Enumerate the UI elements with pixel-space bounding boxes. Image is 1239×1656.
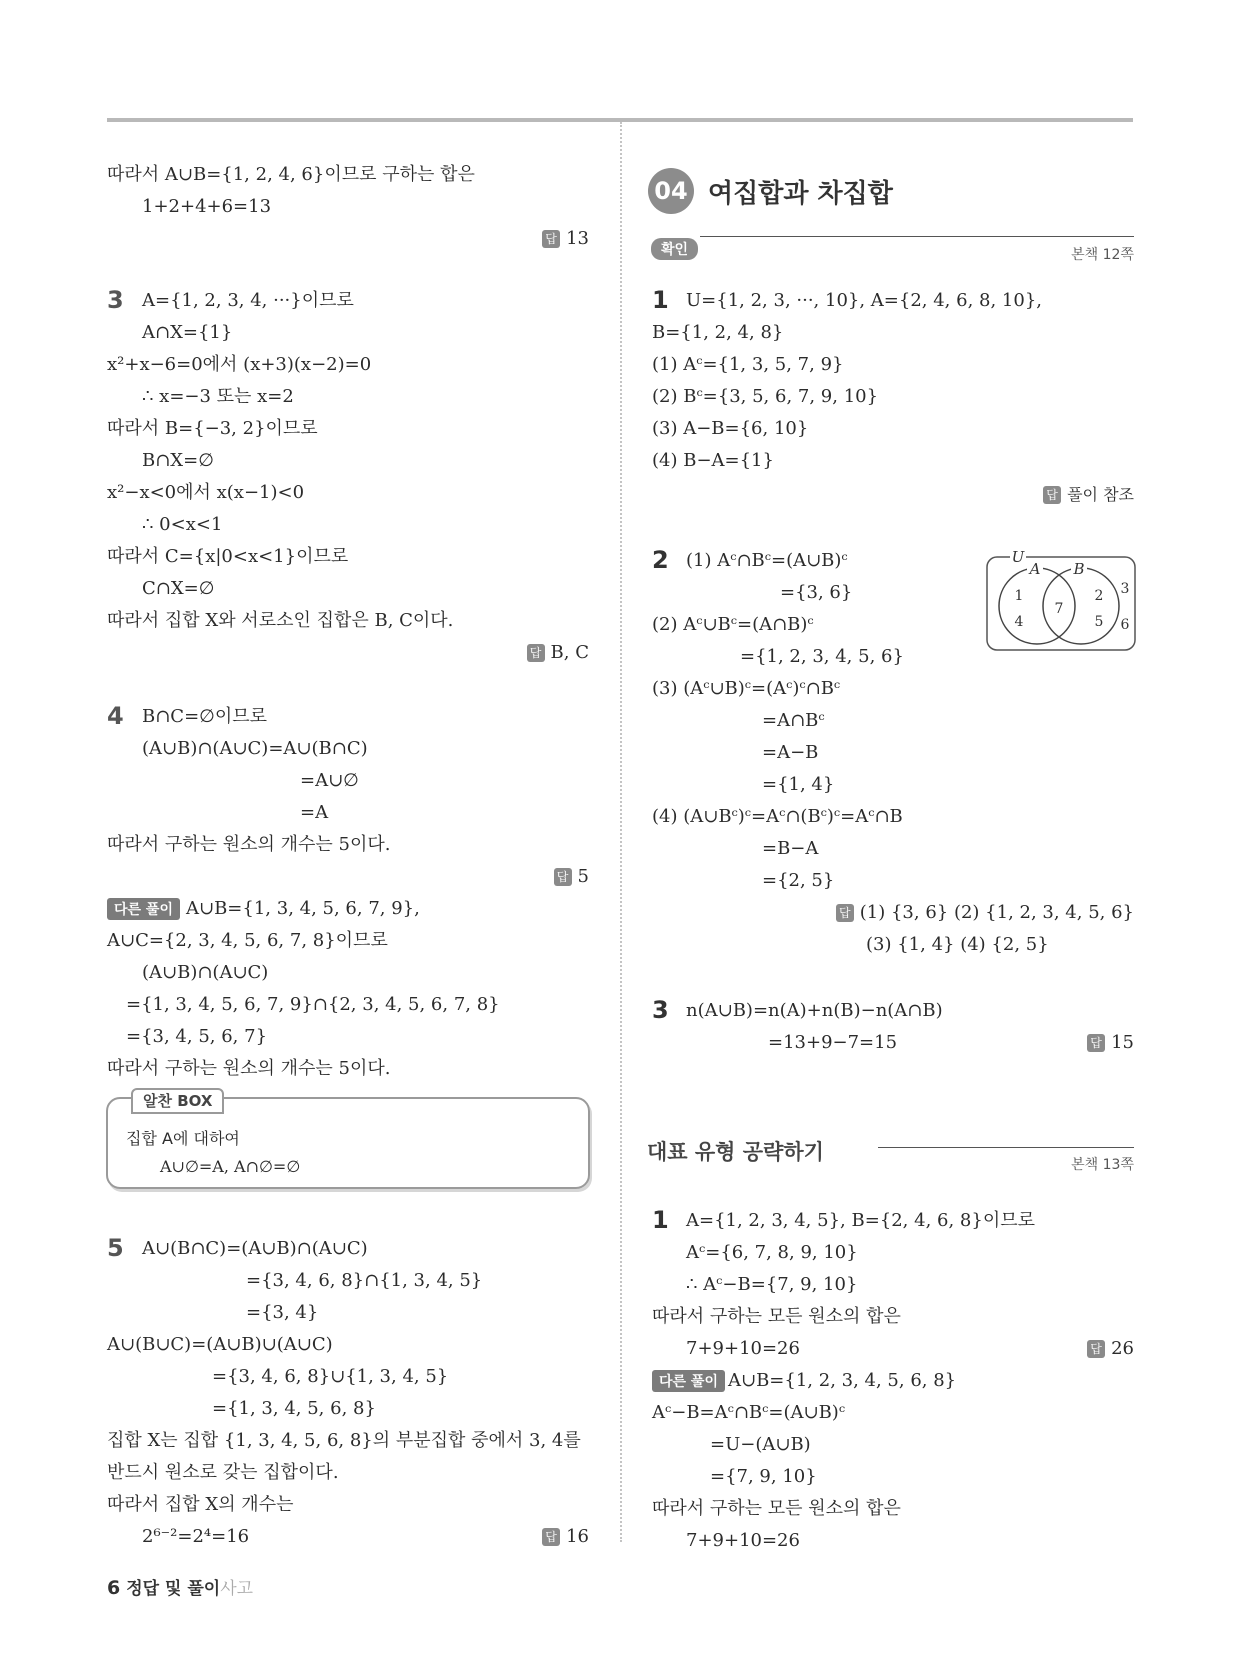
text-line: (3) (Aᶜ∪B)ᶜ=(Aᶜ)ᶜ∩Bᶜ: [652, 678, 841, 699]
text-line: (A∪B)∩(A∪C)=A∪(B∩C): [142, 738, 368, 759]
info-box-line: 집합 A에 대하여: [126, 1129, 240, 1148]
text-line: 따라서 A∪B={1, 2, 4, 6}이므로 구하는 합은: [107, 164, 475, 185]
text-line: 2⁶⁻²=2⁴=16: [142, 1526, 250, 1547]
text-line: x²−x<0에서 x(x−1)<0: [107, 482, 305, 503]
text-line: ={3, 4}: [246, 1302, 319, 1323]
problem-number: 1: [652, 286, 669, 314]
answer-value: 16: [566, 1526, 589, 1547]
answer-1: [542, 228, 589, 249]
column-divider: [620, 122, 622, 1542]
text-line: ={2, 5}: [762, 870, 835, 891]
text-line: 따라서 구하는 모든 원소의 합은: [652, 1498, 901, 1519]
info-box-tab: 알찬 BOX: [131, 1088, 224, 1114]
text-line: ={3, 4, 6, 8}∪{1, 3, 4, 5}: [212, 1366, 449, 1387]
text-line: ={3, 4, 5, 6, 7}: [126, 1026, 268, 1047]
answer-r2-line2: (3) {1, 4} (4) {2, 5}: [866, 934, 1049, 955]
page-number: 6: [107, 1577, 121, 1599]
text-line: 따라서 C={x|0<x<1}이므로: [107, 546, 349, 567]
answer-mark-icon: 답: [1087, 1034, 1105, 1052]
text-line: =A: [300, 802, 329, 823]
text-line: B∩X=∅: [142, 450, 214, 471]
answer-mark-icon: 답: [527, 644, 545, 662]
venn-value: 6: [1120, 617, 1130, 633]
venn-u-label: U: [1011, 550, 1025, 566]
footer-watermark: 사고: [220, 1579, 254, 1599]
answer-r1: [1043, 482, 1134, 505]
venn-value: 4: [1014, 614, 1024, 630]
text-line: =B−A: [762, 838, 819, 859]
text-line: 따라서 구하는 원소의 개수는 5이다.: [107, 1058, 391, 1079]
venn-value: 1: [1014, 588, 1024, 604]
text-line: ∴ x=−3 또는 x=2: [142, 386, 294, 407]
text-line: =U−(A∪B): [710, 1434, 811, 1455]
text-line: A={1, 2, 3, 4, 5}, B={2, 4, 6, 8}이므로: [686, 1210, 1035, 1231]
problem-number: 3: [107, 286, 124, 314]
book-reference: 본책 12쪽: [1071, 247, 1134, 263]
text-line: =A∩Bᶜ: [762, 710, 825, 731]
venn-b-label: B: [1073, 560, 1085, 578]
answer-mark-icon: 답: [1087, 1340, 1105, 1358]
text-line: ={1, 2, 3, 4, 5, 6}: [740, 646, 904, 667]
section-heading: [647, 1136, 824, 1166]
answer-mark-icon: 답: [554, 868, 572, 886]
footer-title: 정답 및 풀이: [126, 1579, 221, 1599]
text-line: ={7, 9, 10}: [710, 1466, 817, 1487]
section-rule: [878, 1147, 1134, 1148]
text-line: (2) Aᶜ∪Bᶜ=(A∩B)ᶜ: [652, 614, 814, 635]
text-line: (4) B−A={1}: [652, 450, 774, 471]
info-box-line: A∪∅=A, A∩∅=∅: [160, 1157, 301, 1176]
answer-mark-icon: 답: [542, 230, 560, 248]
answer-r2: [836, 902, 1134, 923]
problem-number: 5: [107, 1234, 124, 1262]
text-line: 집합 X는 집합 {1, 3, 4, 5, 6, 8}의 부분집합 중에서 3, 4를: [107, 1430, 581, 1451]
answer-value: B, C: [550, 642, 589, 663]
answer-value: 5: [577, 866, 589, 887]
venn-a-label: A: [1029, 560, 1041, 578]
text-line: n(A∪B)=n(A)+n(B)−n(A∩B): [686, 1000, 943, 1021]
alt-solution-tag: 다른 풀이: [652, 1370, 725, 1392]
answer-r3: [1087, 1032, 1134, 1053]
section-heading-text: 대표 유형 공략하기: [647, 1140, 824, 1164]
text-line: ={1, 3, 4, 5, 6, 8}: [212, 1398, 376, 1419]
text-line: Aᶜ={6, 7, 8, 9, 10}: [686, 1242, 858, 1263]
text-line: A∪C={2, 3, 4, 5, 6, 7, 8}이므로: [107, 930, 388, 951]
answer-value: 13: [566, 228, 589, 249]
text-line: ={1, 4}: [762, 774, 835, 795]
problem-number: 3: [652, 996, 669, 1024]
text-line: =A−B: [762, 742, 819, 763]
text-line: ={3, 6}: [780, 582, 853, 603]
answer-value: 26: [1111, 1338, 1134, 1359]
section-title: 여집합과 차집합: [708, 179, 893, 209]
text-line: 7+9+10=26: [686, 1338, 800, 1359]
text-line: A∪(B∪C)=(A∪B)∪(A∪C): [107, 1334, 333, 1355]
text-line: 따라서 구하는 모든 원소의 합은: [652, 1306, 901, 1327]
venn-value: 2: [1094, 588, 1104, 604]
text-line: ={1, 3, 4, 5, 6, 7, 9}∩{2, 3, 4, 5, 6, 7, 8}: [126, 994, 500, 1015]
text-line: 따라서 B={−3, 2}이므로: [107, 418, 318, 439]
answer-value: (1) {3, 6} (2) {1, 2, 3, 4, 5, 6}: [859, 902, 1134, 923]
text-line: A∪B={1, 2, 3, 4, 5, 6, 8}: [728, 1370, 957, 1391]
text-line: (1) Aᶜ={1, 3, 5, 7, 9}: [652, 354, 844, 375]
text-line: Aᶜ−B=Aᶜ∩Bᶜ=(A∪B)ᶜ: [652, 1402, 846, 1423]
answer-3: [554, 866, 589, 887]
answer-4: [542, 1526, 589, 1547]
problem-number: 1: [652, 1206, 669, 1234]
text-line: 따라서 구하는 원소의 개수는 5이다.: [107, 834, 391, 855]
text-line: A={1, 2, 3, 4, ···}이므로: [142, 290, 354, 311]
text-line: A∪(B∩C)=(A∪B)∩(A∪C): [142, 1238, 368, 1259]
answer-mark-icon: 답: [1043, 486, 1061, 504]
problem-number: 2: [652, 546, 669, 574]
check-pill: 확인: [651, 238, 698, 260]
text-line: U={1, 2, 3, ···, 10}, A={2, 4, 6, 8, 10},: [686, 290, 1042, 311]
text-line: =A∪∅: [300, 770, 359, 791]
answer-value: 풀이 참조: [1067, 485, 1134, 504]
text-line: (A∪B)∩(A∪C): [142, 962, 269, 983]
text-line: ={3, 4, 6, 8}∩{1, 3, 4, 5}: [246, 1270, 483, 1291]
text-line: 1+2+4+6=13: [142, 196, 272, 217]
venn-value: 7: [1054, 601, 1064, 617]
problem-number: 4: [107, 702, 124, 730]
alt-solution-tag: 다른 풀이: [107, 898, 180, 920]
text-line: (3) A−B={6, 10}: [652, 418, 809, 439]
text-line: (4) (A∪Bᶜ)ᶜ=Aᶜ∩(Bᶜ)ᶜ=Aᶜ∩B: [652, 806, 903, 827]
venn-value: 3: [1120, 581, 1130, 597]
text-line: =13+9−7=15: [768, 1032, 898, 1053]
text-line: 따라서 집합 X와 서로소인 집합은 B, C이다.: [107, 610, 454, 631]
venn-value: 5: [1094, 614, 1104, 630]
answer-value: 15: [1111, 1032, 1134, 1053]
answer-r4: [1087, 1338, 1134, 1359]
section-rule: [700, 236, 1134, 237]
text-line: A∩X={1}: [142, 322, 233, 343]
text-line: B={1, 2, 4, 8}: [652, 322, 784, 343]
text-line: B∩C=∅이므로: [142, 706, 268, 727]
text-line: A∪B={1, 3, 4, 5, 6, 7, 9},: [186, 898, 420, 919]
book-reference: 본책 13쪽: [1071, 1157, 1134, 1173]
answer-mark-icon: 답: [542, 1528, 560, 1546]
section-number-badge: 04: [648, 168, 694, 214]
text-line: 따라서 집합 X의 개수는: [107, 1494, 294, 1515]
text-line: ∴ Aᶜ−B={7, 9, 10}: [686, 1274, 858, 1295]
text-line: ∴ 0<x<1: [142, 514, 223, 535]
text-line: 7+9+10=26: [686, 1530, 800, 1551]
page-footer: [107, 1574, 253, 1599]
answer-mark-icon: 답: [836, 904, 854, 922]
text-line: x²+x−6=0에서 (x+3)(x−2)=0: [107, 354, 372, 375]
venn-diagram: [985, 550, 1137, 654]
text-line: 반드시 원소로 갖는 집합이다.: [107, 1462, 339, 1483]
answer-2: [527, 642, 589, 663]
text-line: (1) Aᶜ∩Bᶜ=(A∪B)ᶜ: [686, 550, 848, 571]
text-line: C∩X=∅: [142, 578, 215, 599]
text-line: (2) Bᶜ={3, 5, 6, 7, 9, 10}: [652, 386, 879, 407]
